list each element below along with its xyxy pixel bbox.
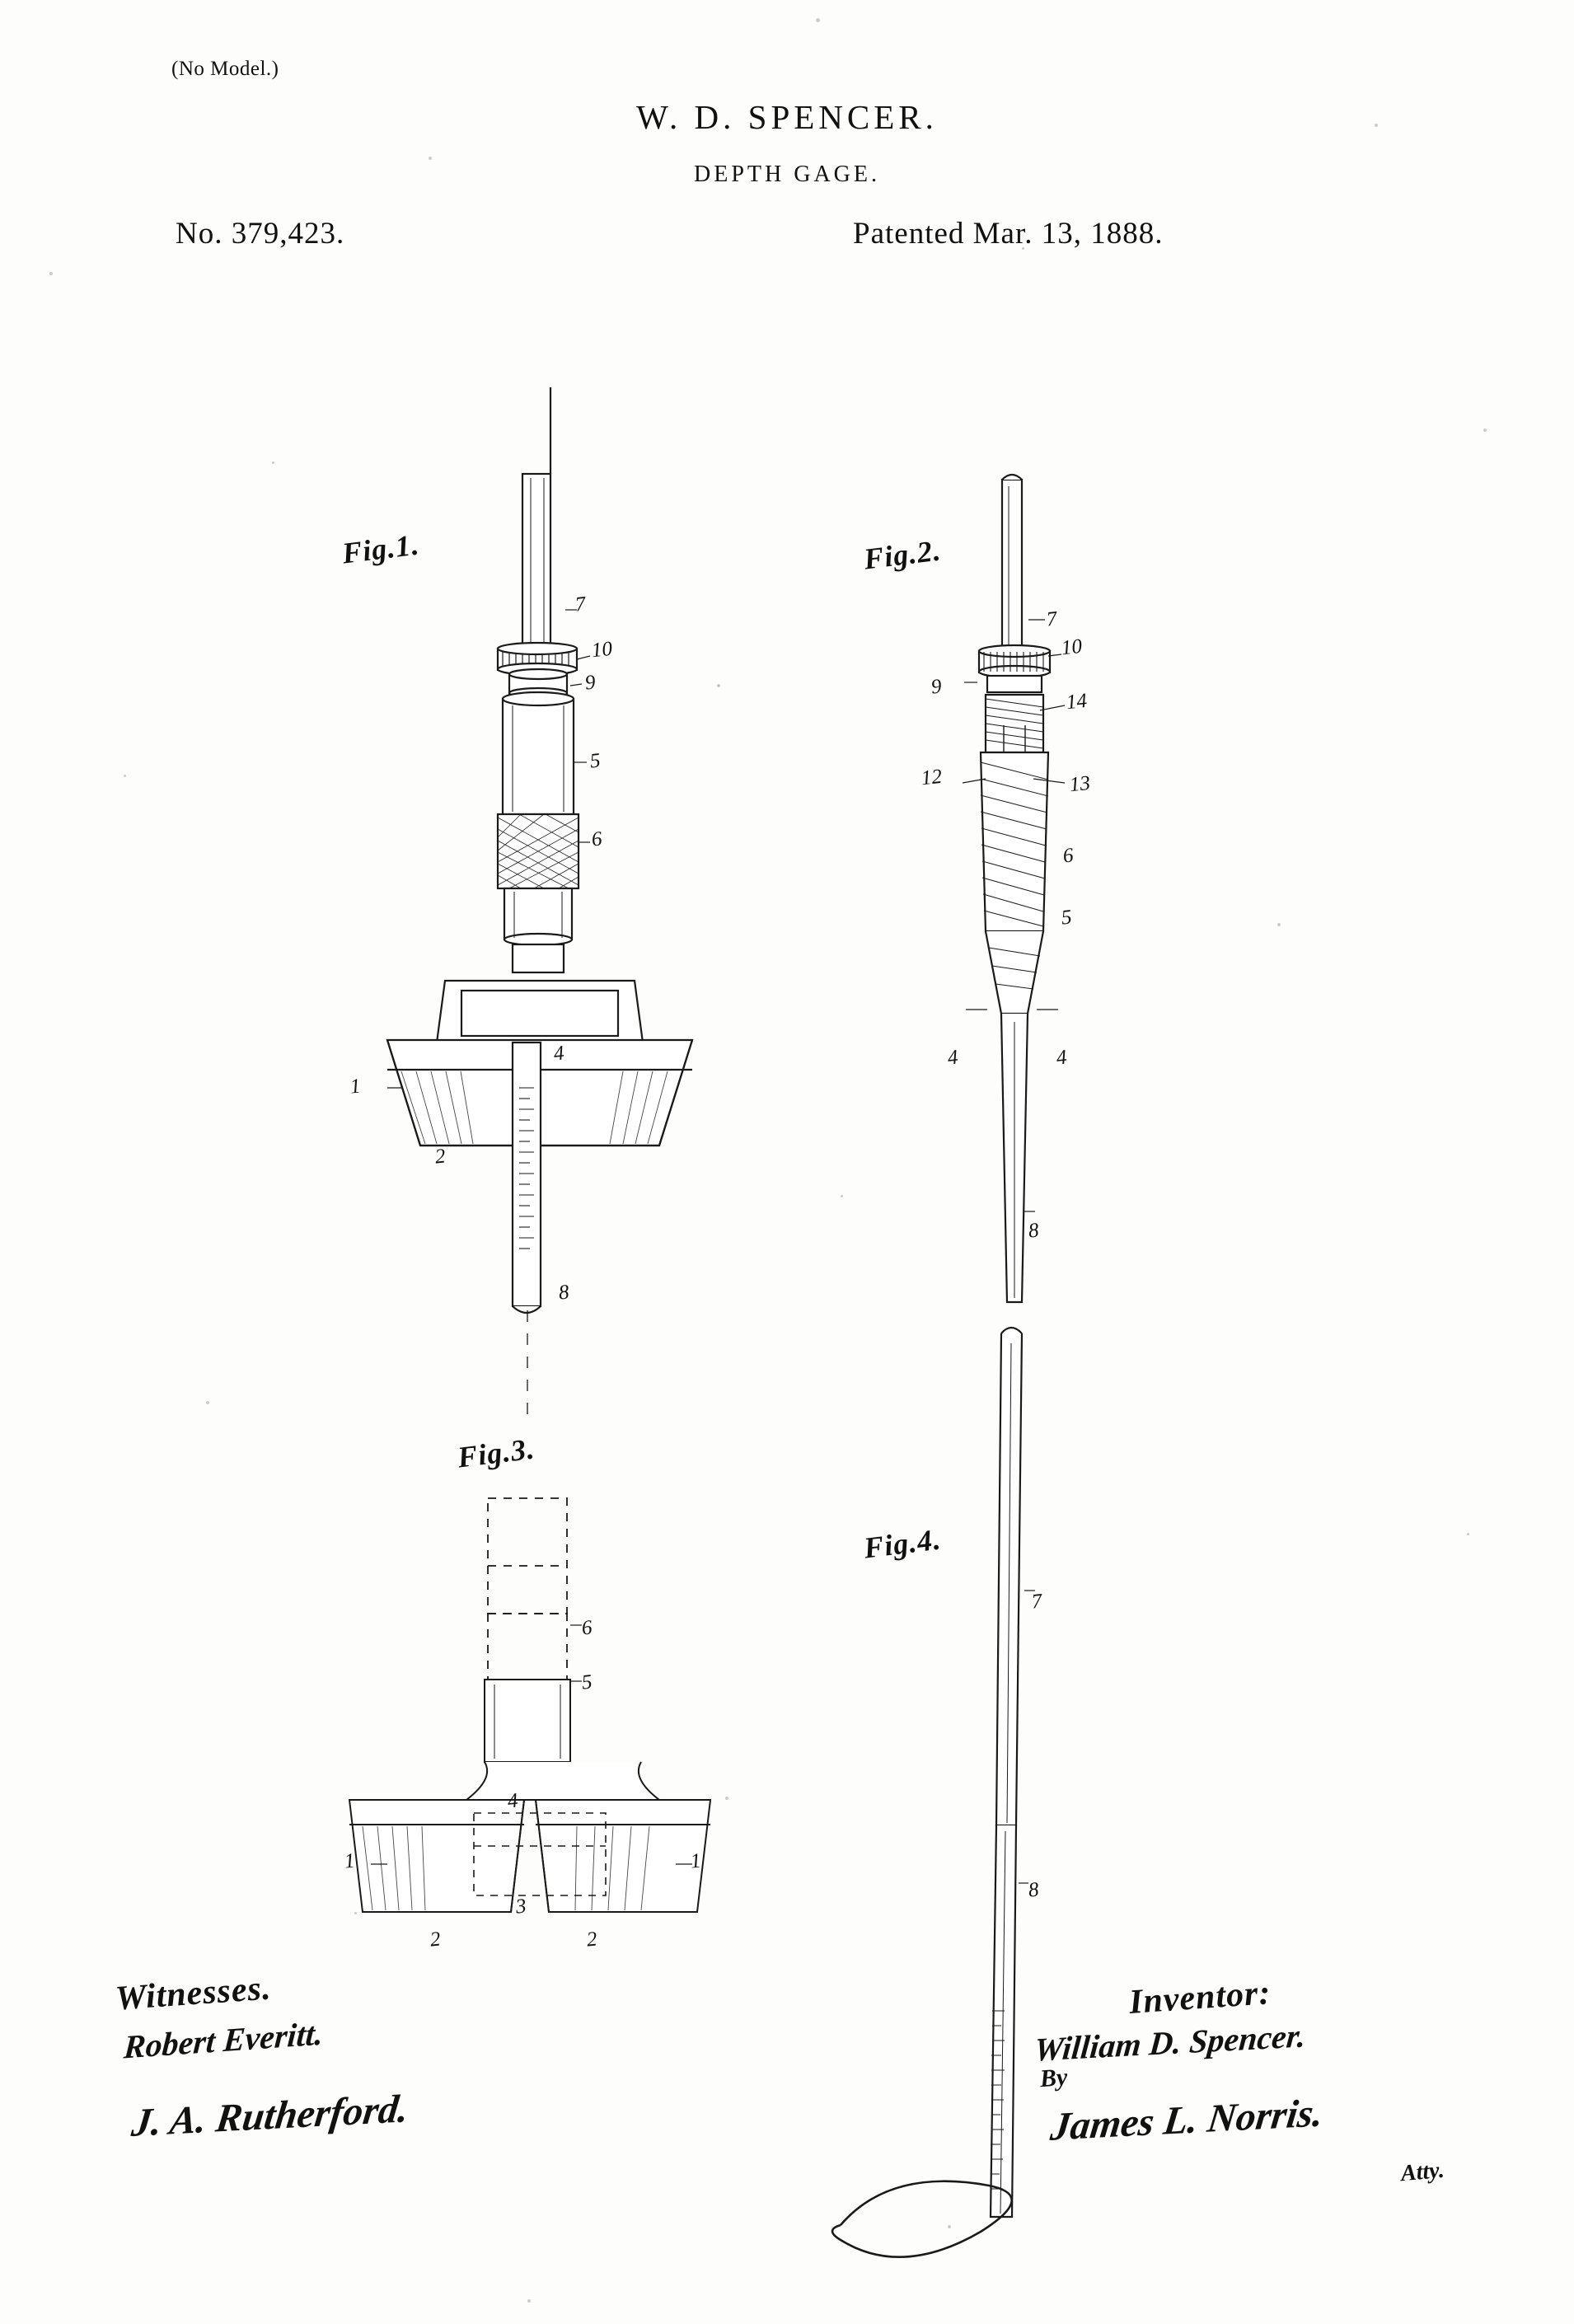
fig2-ref-6: 6 [1061,844,1075,868]
fig2-ref-13: 13 [1068,771,1092,797]
fig1-ref-6: 6 [590,827,603,851]
fig2-ref-10: 10 [1060,635,1084,660]
fig2-ref-8: 8 [1027,1219,1040,1243]
fig1-ref-4: 4 [552,1042,565,1066]
fig3-ref-5: 5 [580,1670,593,1694]
fig3-ref-2-right: 2 [585,1928,598,1952]
attorney-label: Atty. [1399,2157,1445,2187]
fig2-ref-7: 7 [1045,607,1058,631]
fig1-ref-7: 7 [574,593,587,616]
patent-date: Patented Mar. 13, 1888. [853,217,1164,251]
figure-4-label: Fig.4. [861,1522,944,1565]
fig3-ref-6: 6 [580,1616,593,1640]
fig2-ref-14: 14 [1065,689,1089,715]
patent-number: No. 379,423. [176,217,345,251]
inventor-header: W. D. SPENCER. [636,98,938,136]
fig2-ref-4-left: 4 [946,1046,959,1070]
fig1-ref-5: 5 [588,749,602,773]
fig3-ref-3: 3 [514,1895,527,1919]
figure-2-label: Fig.2. [861,533,944,576]
no-model-note: (No Model.) [171,58,279,80]
figure-3-label: Fig.3. [455,1431,537,1474]
fig3-ref-1-right: 1 [689,1849,702,1873]
fig4-ref-8: 8 [1027,1878,1040,1902]
fig2-ref-4-right: 4 [1055,1046,1068,1070]
fig3-ref-1-left: 1 [343,1849,356,1873]
fig1-ref-8: 8 [557,1281,570,1305]
fig1-ref-1: 1 [349,1075,362,1099]
witness-signature-2: J. A. Rutherford. [129,2087,411,2145]
fig2-ref-9: 9 [930,675,943,699]
witness-signature-1: Robert Everitt. [122,2014,325,2066]
inventor-signature: William D. Spencer. [1033,2017,1308,2069]
fig4-ref-7: 7 [1030,1590,1043,1614]
by-label: By [1038,2063,1069,2093]
fig2-ref-12: 12 [920,765,944,790]
figure-1-label: Fig.1. [340,527,422,570]
witnesses-heading: Witnesses. [114,1969,273,2018]
fig3-ref-4: 4 [506,1789,519,1813]
fig3-ref-2-left: 2 [429,1928,442,1952]
fig1-ref-9: 9 [583,671,597,695]
fig1-ref-10: 10 [590,637,614,663]
fig1-ref-2: 2 [433,1145,447,1169]
attorney-signature: James L. Norris. [1047,2091,1326,2149]
patent-title: DEPTH GAGE. [694,162,880,187]
inventor-heading: Inventor: [1127,1974,1272,2022]
fig2-ref-5: 5 [1060,906,1073,930]
